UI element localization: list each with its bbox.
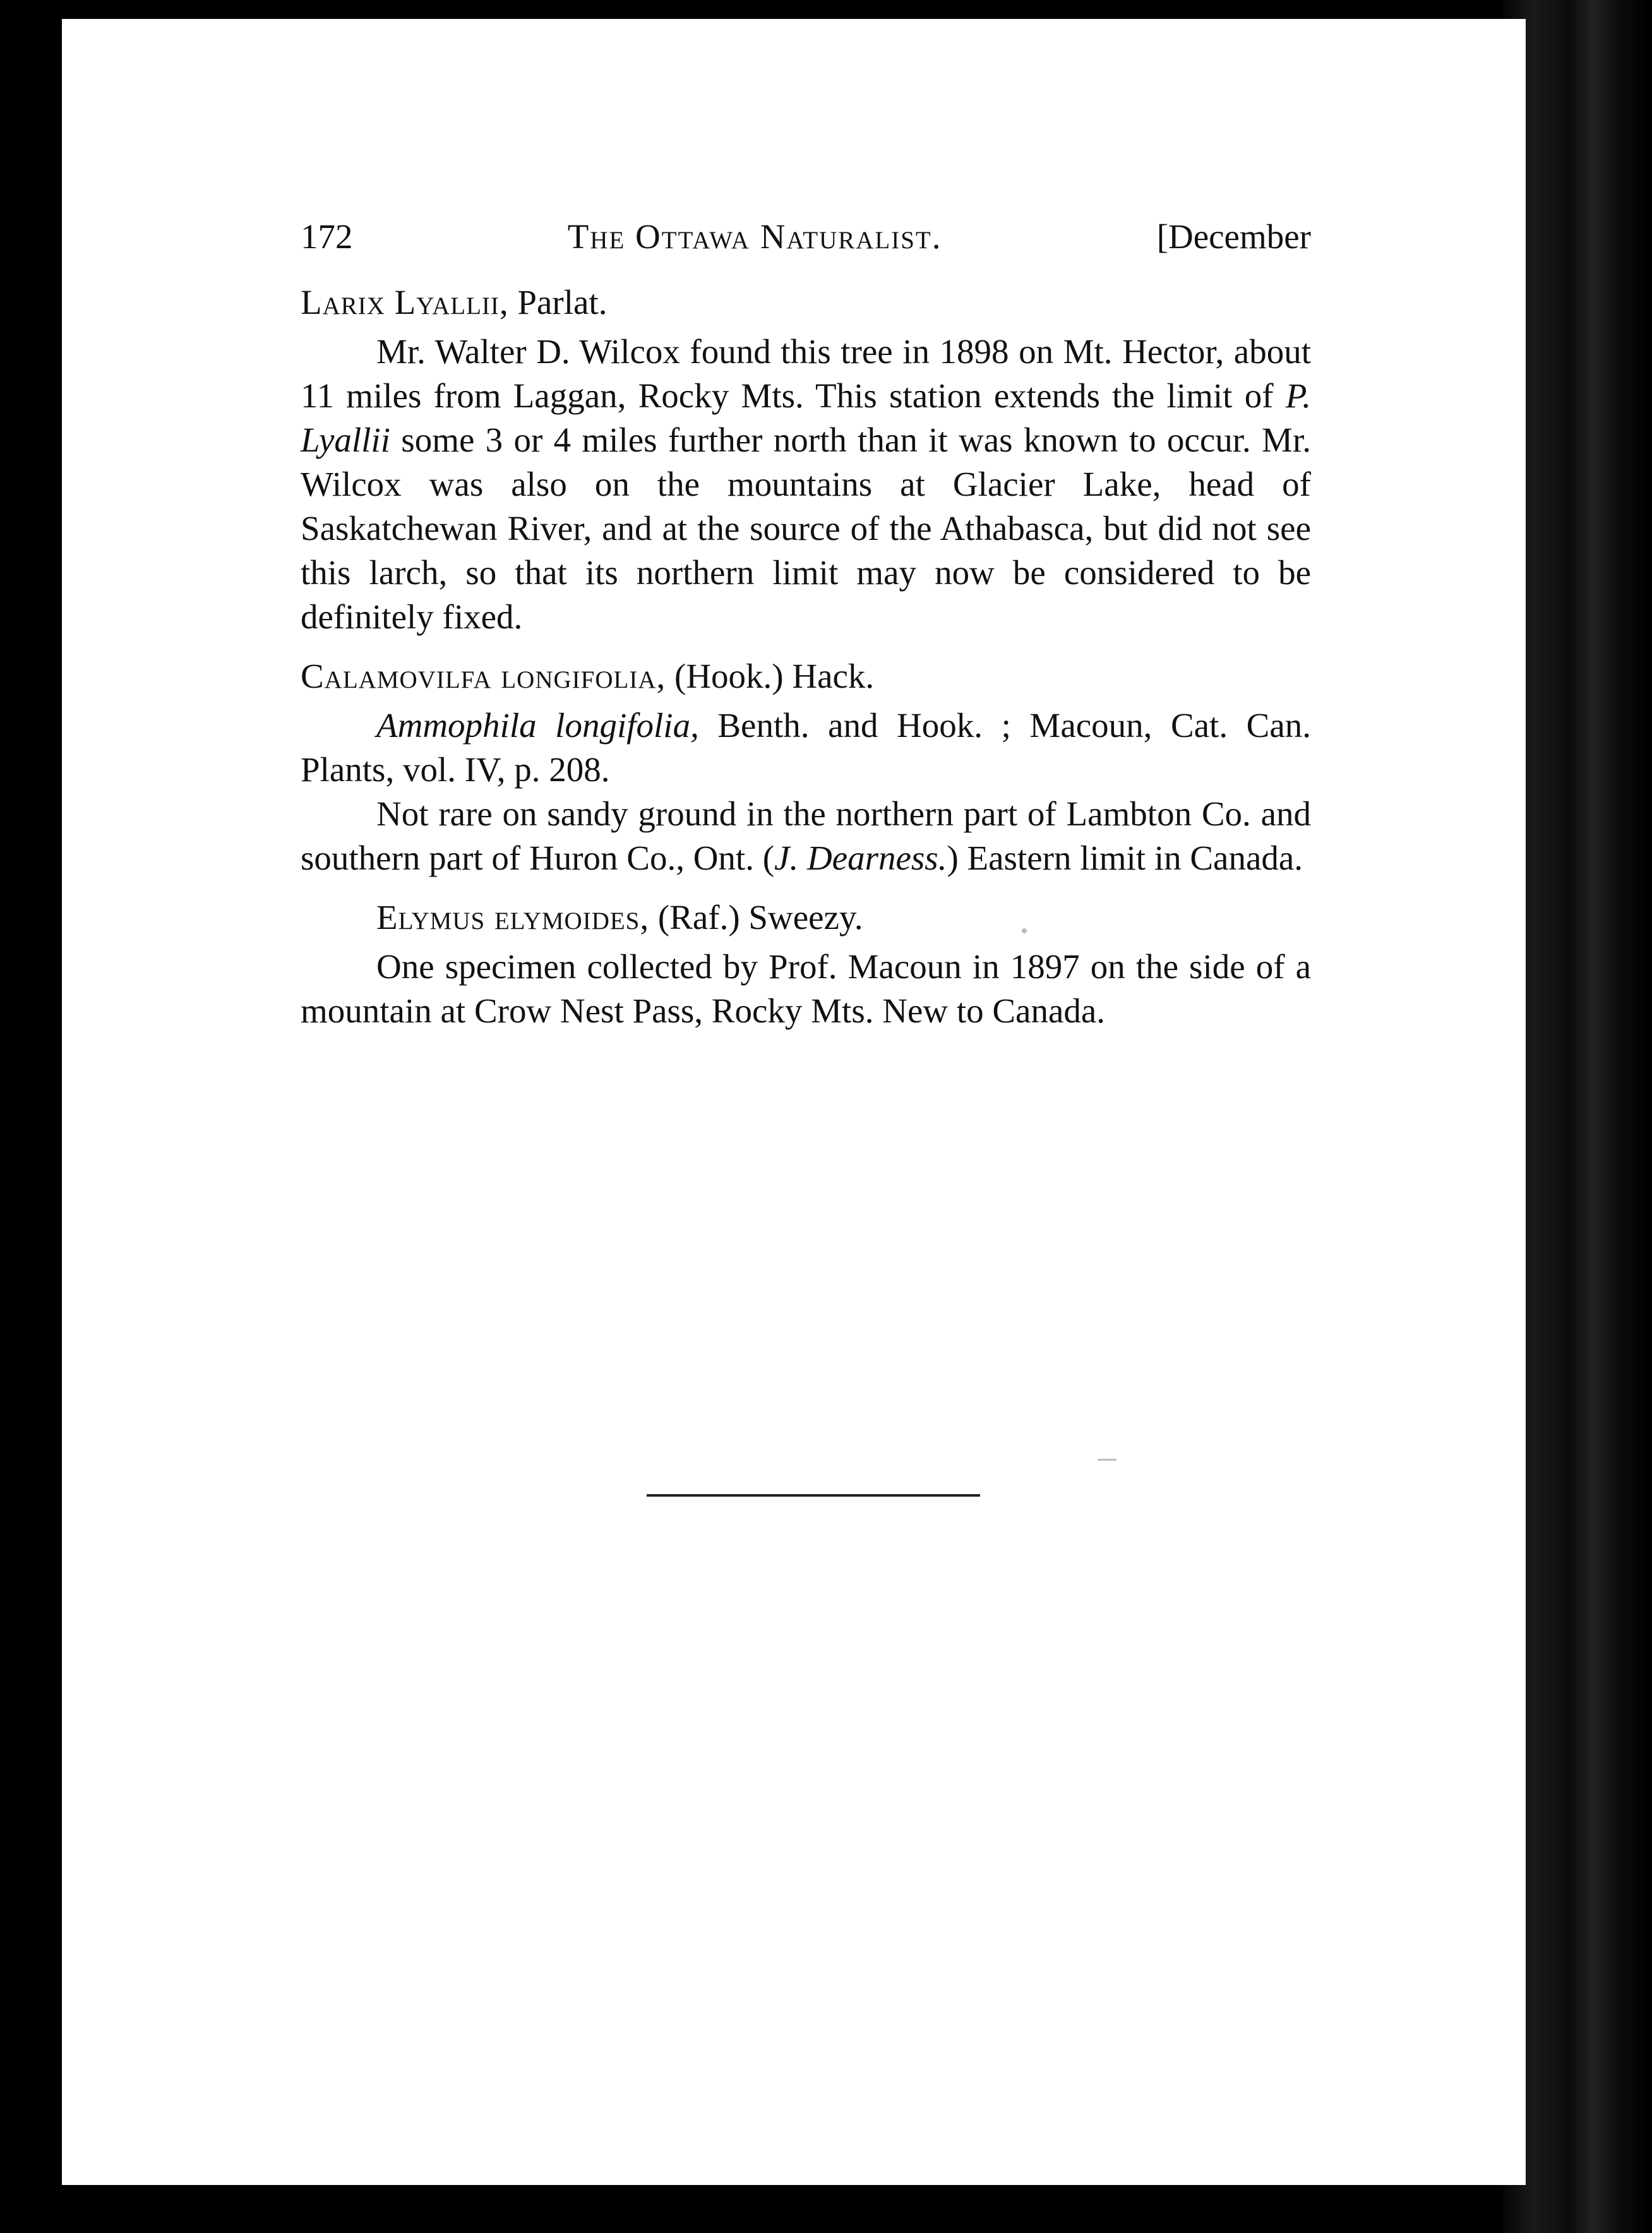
- species-paragraph: [301, 330, 1311, 639]
- species-heading: [301, 654, 1311, 698]
- paragraph-text: One specimen collected by Prof. Macoun in 1897 on the side of a mountain at Crow Nest Pass, Rocky Mts. New to Canada.: [301, 947, 1311, 1030]
- paragraph-text: some 3 or 4 miles further north than it was known to occur. Mr. Wilcox was also on the mountains at Glacier Lake, head of Saskatchewan River, and at the source of the Athabasca, but did not see this larch, so that its northern limit may now be considered to be definitely fixed.: [301, 421, 1311, 636]
- page-content: [301, 215, 1311, 1033]
- species-authority: (Hook.) Hack.: [666, 657, 875, 695]
- paragraph-text: Not rare on sandy ground in the northern part of Lambton Co. and southern part of Huron Co., Ont. (: [301, 794, 1311, 877]
- species-entry: [301, 280, 1311, 639]
- scan-speck: [1098, 1459, 1116, 1461]
- species-heading: [301, 895, 1311, 940]
- issue-month: [December: [1156, 217, 1311, 256]
- synonym-paragraph: [301, 703, 1311, 792]
- species-name: Elymus elymoides,: [376, 898, 650, 937]
- species-name: Calamovilfa longifolia,: [301, 657, 666, 695]
- species-heading: [301, 280, 1311, 325]
- species-entry: [301, 654, 1311, 880]
- running-header: [301, 215, 1311, 265]
- species-name: Larix Lyallii,: [301, 283, 509, 321]
- paragraph-text: ) Eastern limit in Canada.: [947, 839, 1303, 877]
- page-number: 172: [301, 217, 353, 256]
- journal-title: The Ottawa Naturalist.: [567, 217, 942, 256]
- species-paragraph: [301, 792, 1311, 880]
- species-authority: Parlat.: [508, 283, 608, 321]
- species-entry: [301, 895, 1311, 1033]
- species-paragraph: [301, 945, 1311, 1033]
- section-divider-rule: [647, 1494, 980, 1497]
- paragraph-text: Mr. Walter D. Wilcox found this tree in 1898 on Mt. Hector, about 11 miles from Laggan, Rocky Mts. This station extends the limit of: [301, 332, 1311, 415]
- paragraph-italic: P. Lyallii: [301, 376, 1311, 459]
- synonym-name: Ammophila longifolia,: [376, 706, 699, 745]
- paragraph-italic: J. Dearness.: [774, 839, 947, 877]
- species-authority: (Raf.) Sweezy.: [649, 898, 863, 937]
- synonym-citation: Benth. and Hook. ; Macoun, Cat. Can. Plants, vol. IV, p. 208.: [301, 706, 1311, 789]
